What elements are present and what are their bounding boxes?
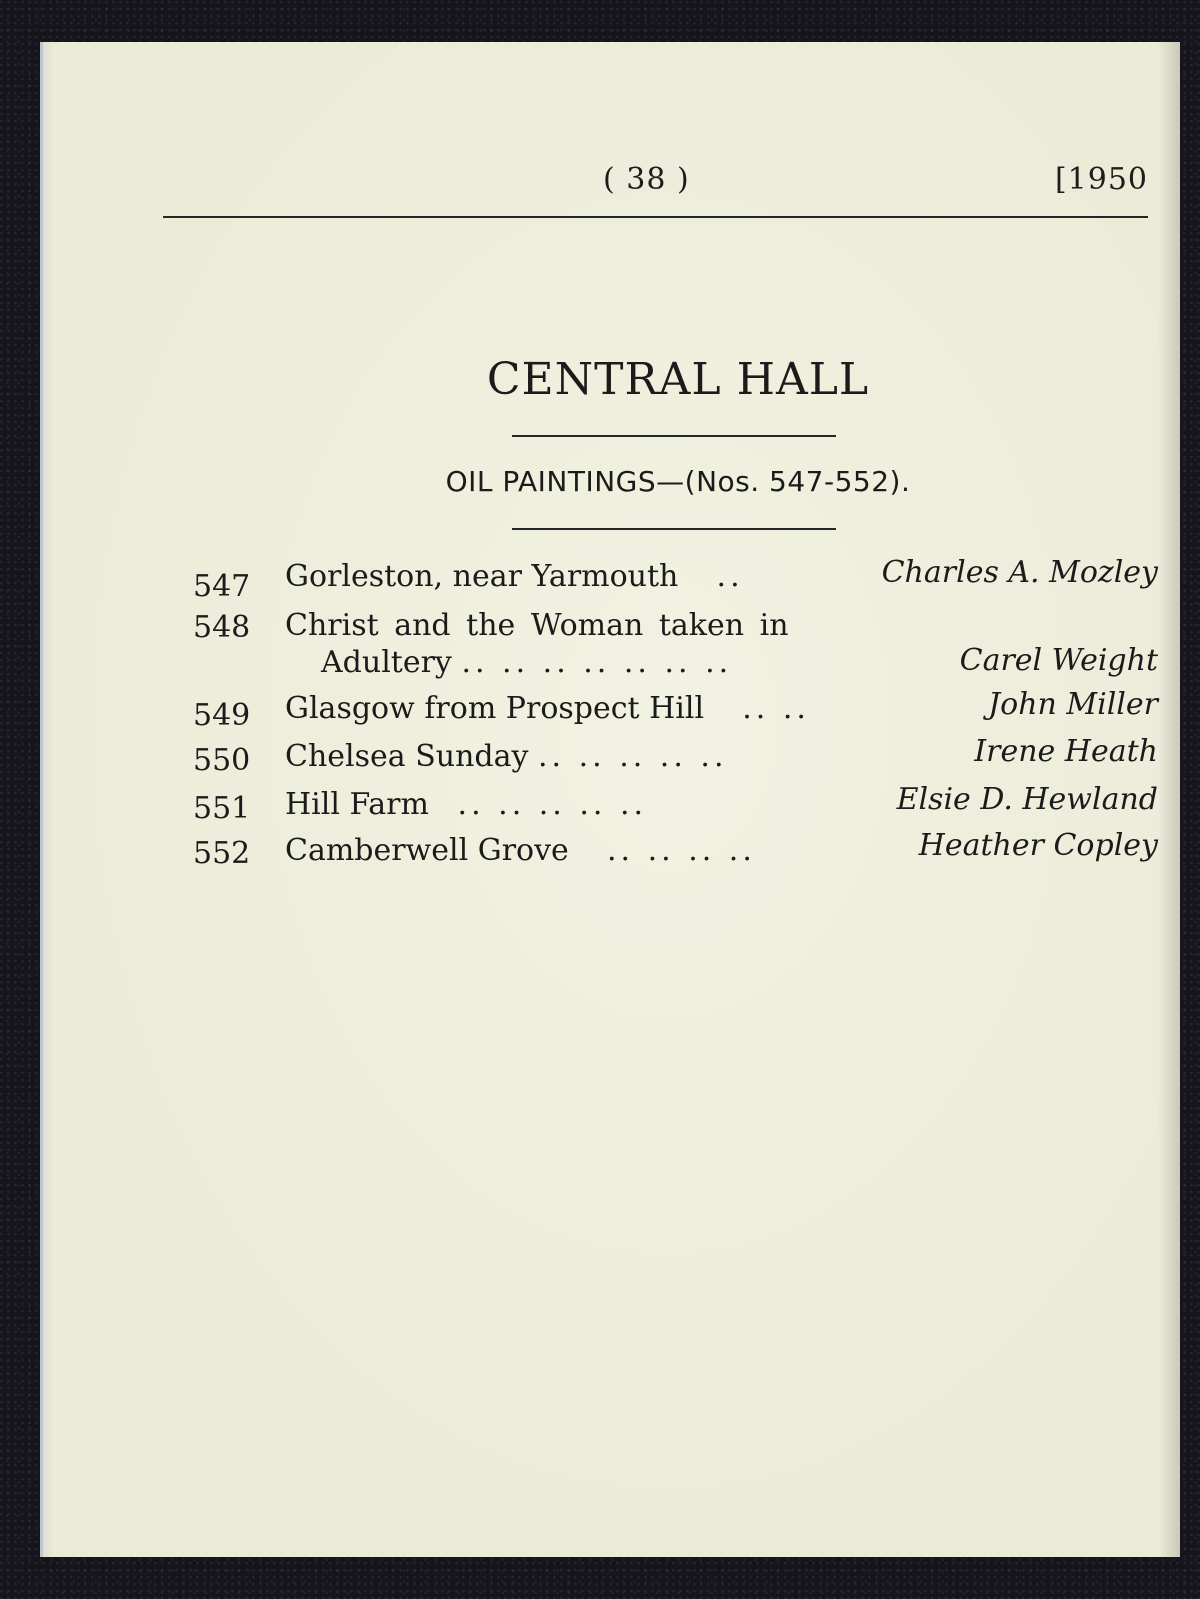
catalogue-entry xyxy=(193,687,1158,738)
entry-number: 548 xyxy=(193,610,251,645)
page-number: ( 38 ) xyxy=(603,162,690,197)
entry-number: 552 xyxy=(193,836,251,871)
entry-title: Gorleston, near Yarmouth .. xyxy=(285,559,744,594)
page-edge-shadow xyxy=(1158,42,1180,1557)
entry-title: Hill Farm .. .. .. .. .. xyxy=(285,787,648,822)
year-marker: [1950 xyxy=(1054,162,1148,197)
catalogue-entry xyxy=(193,828,1158,881)
entry-title-continued: Adultery .. .. .. .. .. .. .. xyxy=(321,645,733,680)
entry-number: 550 xyxy=(193,743,251,778)
title-rule-bottom xyxy=(512,528,836,530)
entry-title: Chelsea Sunday .. .. .. .. .. xyxy=(285,739,728,774)
catalogue-entry xyxy=(193,605,1158,690)
entry-number: 551 xyxy=(193,791,251,826)
entry-artist: Elsie D. Hewland xyxy=(896,782,1158,817)
title-rule-top xyxy=(512,435,836,437)
entry-artist: Carel Weight xyxy=(959,643,1158,678)
catalogue-entry xyxy=(193,734,1158,786)
catalogue-entry xyxy=(193,782,1158,833)
entry-artist: Heather Copley xyxy=(918,828,1158,863)
entry-title: Glasgow from Prospect Hill .. .. xyxy=(285,691,810,726)
page-header xyxy=(163,162,1148,212)
catalogue-entries xyxy=(193,555,1158,881)
section-title: CENTRAL HALL xyxy=(486,354,870,405)
entry-number: 547 xyxy=(193,569,251,604)
section-subtitle: OIL PAINTINGS—(Nos. 547-552). xyxy=(445,465,911,498)
header-rule xyxy=(163,216,1148,218)
catalogue-entry xyxy=(193,555,1158,605)
entry-title: Camberwell Grove .. .. .. .. xyxy=(285,833,756,868)
entry-artist: Irene Heath xyxy=(974,734,1158,769)
entry-artist: John Miller xyxy=(988,687,1158,722)
entry-title: Christ and the Woman taken in xyxy=(285,608,789,643)
entry-artist: Charles A. Mozley xyxy=(881,555,1158,590)
entry-number: 549 xyxy=(193,698,251,733)
